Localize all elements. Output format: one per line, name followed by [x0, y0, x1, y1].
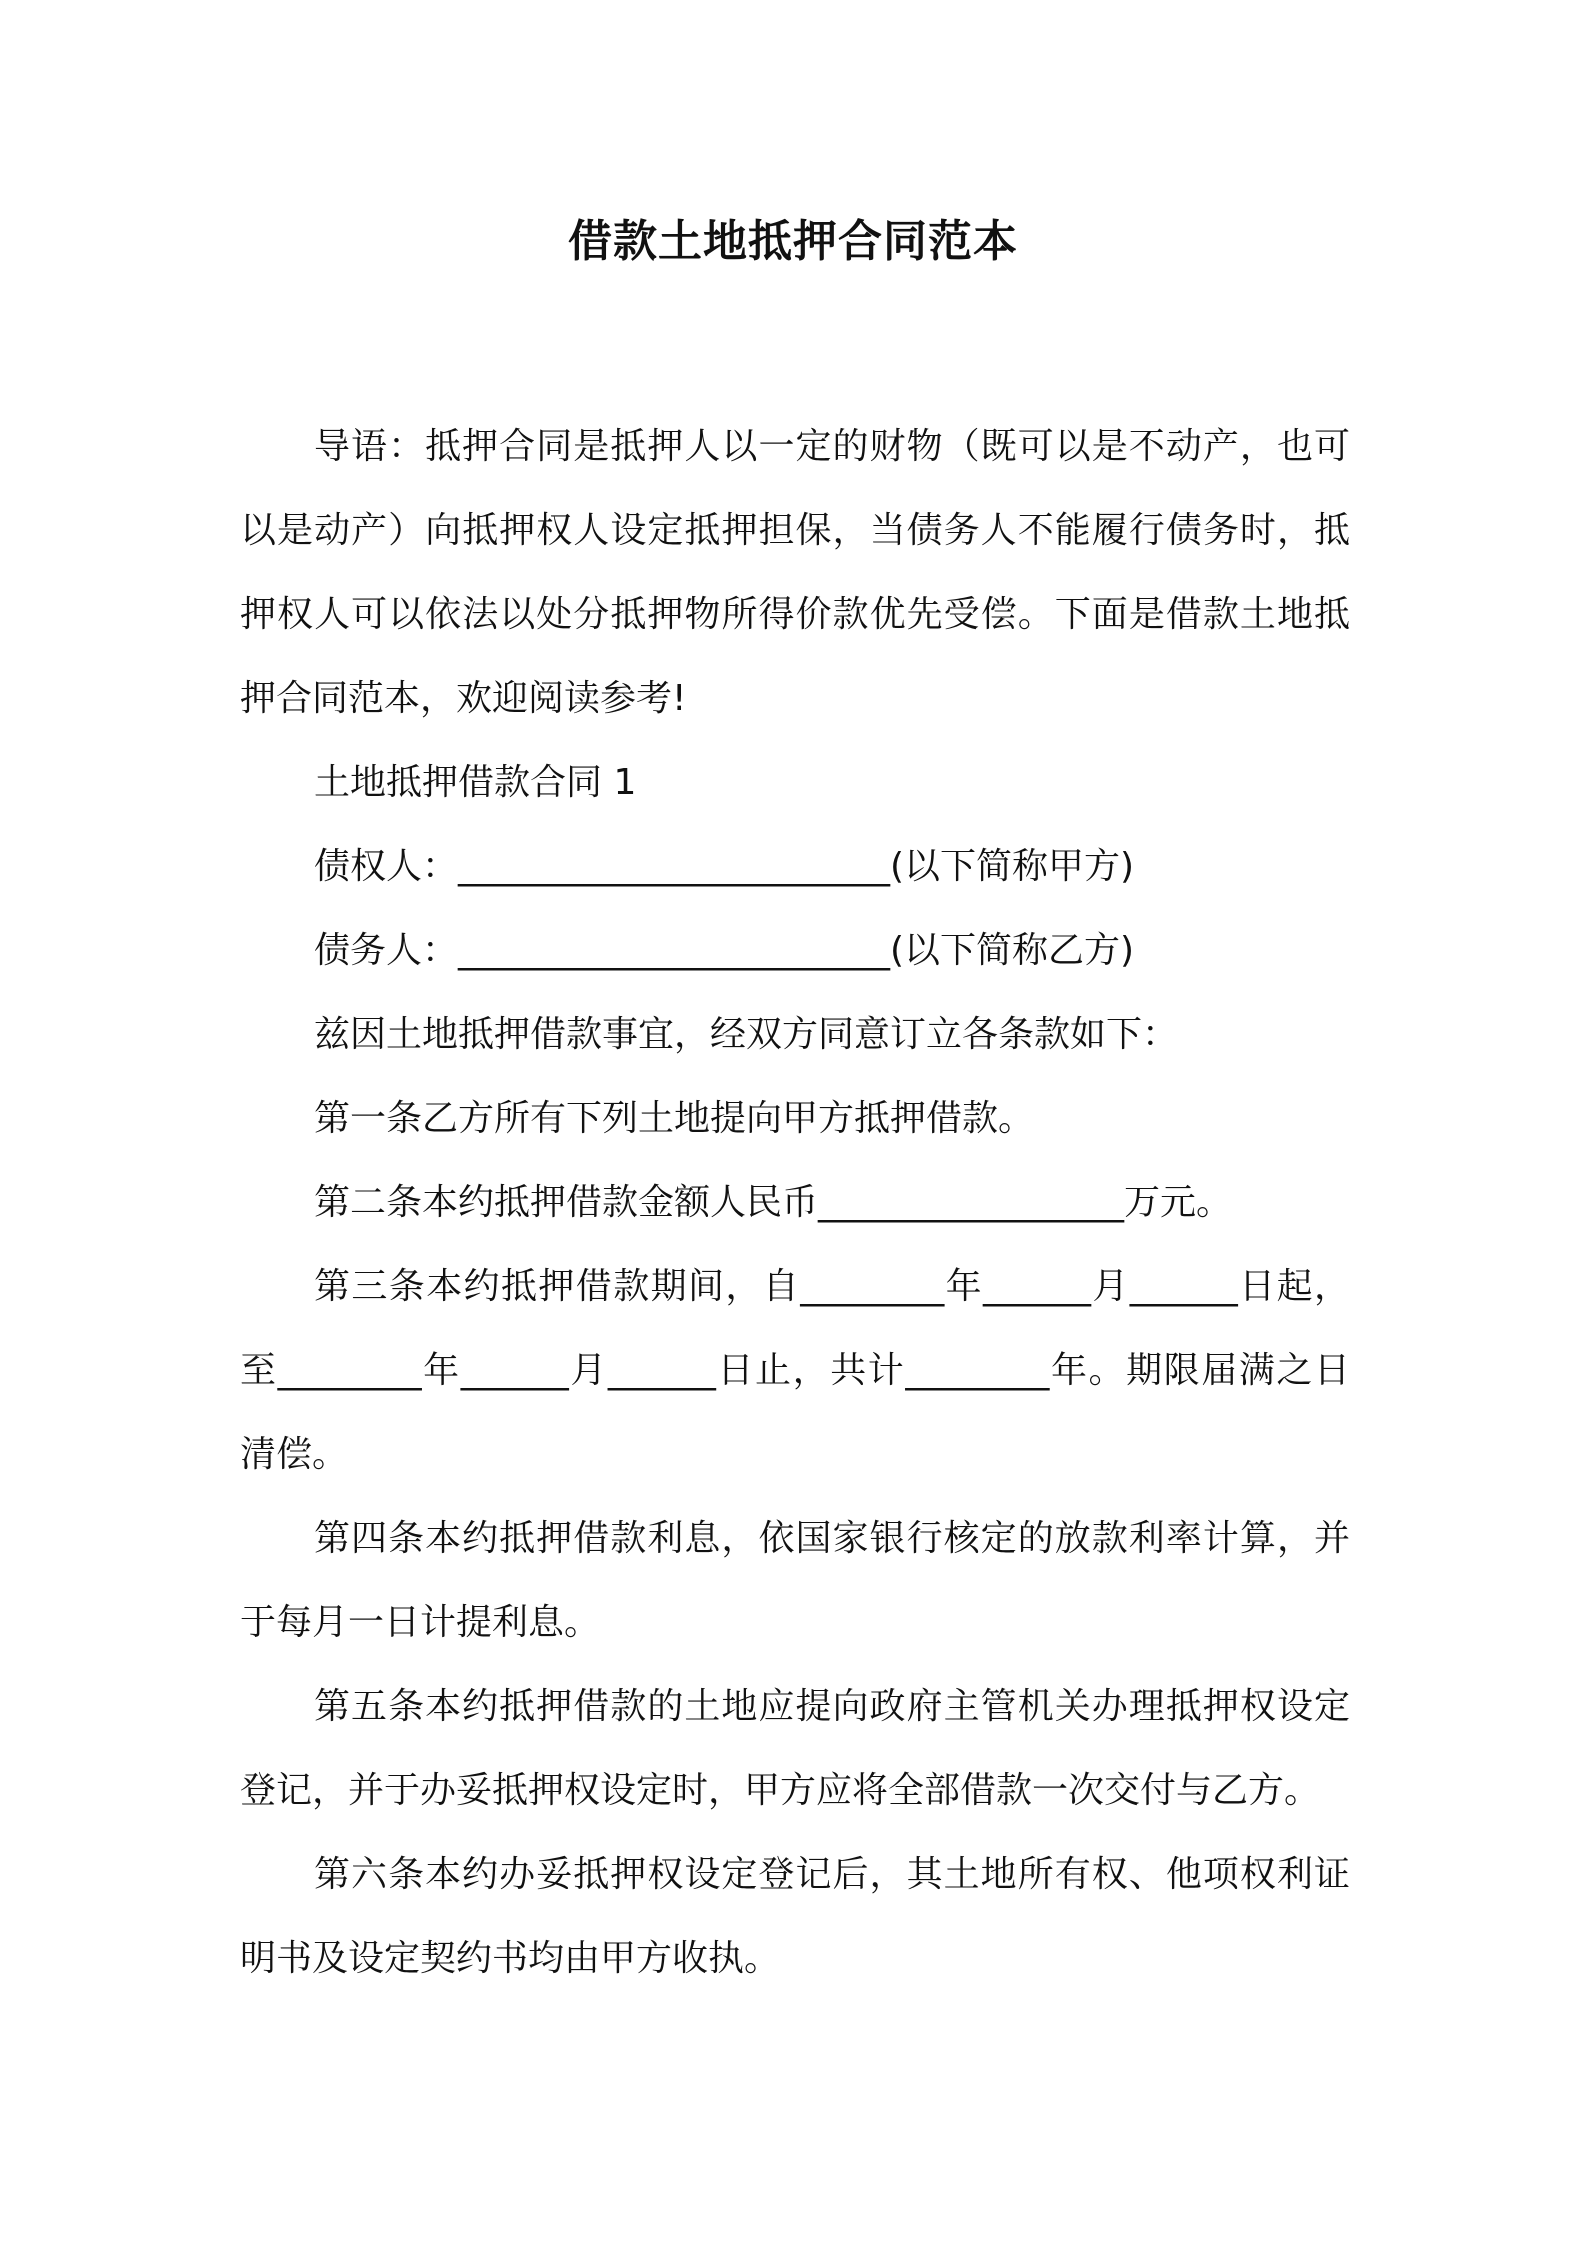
article-6: 第六条本约办妥抵押权设定登记后，其土地所有权、他项权利证明书及设定契约书均由甲方收执。 [240, 1854, 1350, 1979]
creditor-line: 债权人：________________________(以下简称甲方) [314, 846, 1135, 887]
article-5: 第五条本约抵押借款的土地应提向政府主管机关办理抵押权设定登记，并于办妥抵押权设定时，甲方应将全部借款一次交付与乙方。 [240, 1686, 1350, 1811]
intro-paragraph: 导语：抵押合同是抵押人以一定的财物（既可以是不动产，也可以是动产）向抵押权人设定抵押担保，当债务人不能履行债务时，抵押权人可以依法以处分抵押物所得价款优先受偿。下面是借款土地抵押合同范本，欢迎阅读参考! [240, 426, 1350, 719]
article-2: 第二条本约抵押借款金额人民币_________________万元。 [314, 1182, 1233, 1223]
article-4: 第四条本约抵押借款利息，依国家银行核定的放款利率计算，并于每月一日计提利息。 [240, 1518, 1350, 1643]
article-3: 第三条本约抵押借款期间，自________年______月______日起，至________年______月______日止，共计________年。期限届满之日清偿。 [240, 1266, 1350, 1475]
debtor-line: 债务人：________________________(以下简称乙方) [314, 930, 1135, 971]
contract-heading: 土地抵押借款合同 1 [314, 762, 637, 803]
document-body [240, 405, 1350, 2001]
agreement-preamble: 兹因土地抵押借款事宜，经双方同意订立各条款如下： [314, 1014, 1179, 1055]
article-1: 第一条乙方所有下列土地提向甲方抵押借款。 [314, 1098, 1035, 1139]
document-title: 借款土地抵押合同范本 [568, 216, 1018, 267]
